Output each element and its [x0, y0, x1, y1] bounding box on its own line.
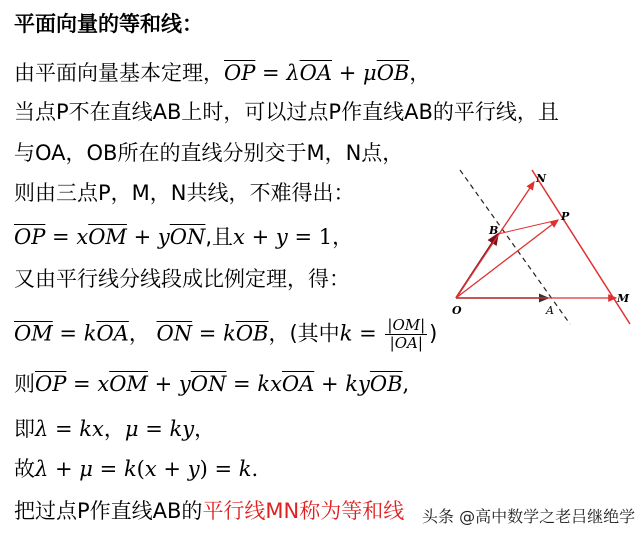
line10-prefix: 故	[14, 457, 35, 481]
text-line-1: 由平面向量基本定理，$\overline{OP} = \lambda\overline{OA} + \mu\overline{OB}$，	[14, 61, 431, 85]
text-line-6: 又由平行线分线段成比例定理，得：	[14, 267, 350, 291]
text-line-3: 与OA，OB所在的直线分别交于M，N点，	[14, 141, 404, 165]
text-line-9: 即λ = kx，μ = ky，	[14, 417, 216, 441]
text-line-10: 故λ + μ = k(x + y) = k.	[14, 457, 259, 481]
label-o: O	[452, 304, 462, 317]
vector-figure	[448, 162, 638, 332]
page-title: 平面向量的等和线：	[14, 12, 203, 36]
text-line-7: $\overline{OM} = k\overline{OA}$， $\overline{ON} = k\overline{OB}$，(其中k = $\frac{|OM|}{|OA|}$ )	[14, 316, 438, 352]
label-b: B	[489, 224, 499, 237]
line11-prefix: 把过点P作直线AB的	[14, 499, 203, 523]
vector-on	[456, 182, 534, 298]
line7-sep: ，	[128, 321, 150, 346]
label-m: M	[617, 292, 630, 305]
line9-prefix: 即	[14, 417, 35, 441]
line-ab-dashed	[460, 170, 570, 324]
line11-highlight: 平行线MN称为等和线	[202, 499, 405, 523]
line5-end: ，	[332, 225, 354, 249]
line9-end: ，	[194, 417, 216, 441]
text-line-2: 当点P不在直线AB上时，可以过点P作直线AB的平行线，且	[14, 100, 559, 124]
label-a: A	[546, 304, 554, 317]
text-line-11	[14, 497, 404, 525]
line1-text: 由平面向量基本定理，	[14, 61, 224, 85]
ratio-fraction: $\frac{|OM|}{|OA|}$	[387, 316, 426, 352]
line1-end: ，	[409, 61, 431, 85]
text-line-8: 则$\overline{OP} = x\overline{OM} + y\overline{ON} = kx\overline{OA} + ky\overline{OB}$,	[14, 372, 410, 396]
watermark: 头条 @高中数学之老吕继绝学	[422, 504, 635, 527]
label-p: P	[561, 210, 570, 223]
label-n: N	[536, 172, 547, 185]
line9-sep: ，	[103, 417, 125, 441]
line8-prefix: 则	[14, 372, 35, 396]
line7-paren-open: ，(其中	[268, 321, 340, 346]
line7-paren-close: )	[429, 321, 438, 346]
line-mn	[532, 170, 630, 324]
text-line-5: $\overline{OP} = x\overline{OM} + y\overline{ON}$,且x + y = 1，	[14, 225, 354, 249]
text-line-4: 则由三点P，M，N共线，不难得出：	[14, 181, 355, 205]
line5-and: ,且	[205, 225, 234, 249]
